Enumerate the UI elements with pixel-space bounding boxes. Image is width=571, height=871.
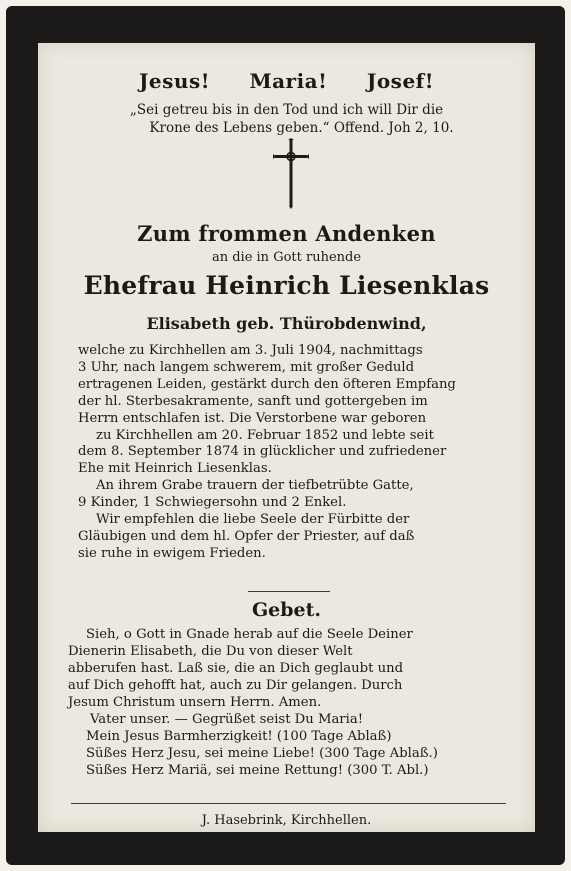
prayer-line: Sieh, o Gott in Gnade herab auf die Seele Deiner xyxy=(86,627,413,642)
bio-line: der hl. Sterbesakramente, sanft und gottergeben im xyxy=(78,393,428,409)
invocation-line: Jesus! Maria! Josef! xyxy=(138,69,435,93)
prayer-line: abberufen hast. Laß sie, die an Dich geglaubt und xyxy=(68,661,404,676)
bio-line: welche zu Kirchhellen am 3. Juli 1904, nachmittags xyxy=(78,343,423,358)
prayer-title: Gebet. xyxy=(251,599,322,621)
bio-line: Ehe mit Heinrich Liesenklas. xyxy=(78,461,272,477)
prayer-line: Vater unser. — Gegrüßet seist Du Maria! xyxy=(90,712,363,727)
bio-line: dem 8. September 1874 in glücklicher und zufriedener xyxy=(78,444,447,460)
prayer-line: Süßes Herz Mariä, sei meine Rettung! (300 T. Abl.) xyxy=(86,763,429,778)
quote-line-1: „Sei getreu bis in den Tod und ich will Dir die xyxy=(129,102,444,118)
bio-line: An ihrem Grabe trauern der tiefbetrübte Gatte, xyxy=(96,478,414,494)
prayer-text xyxy=(68,626,513,779)
bio-line: Wir empfehlen die liebe Seele der Fürbitte der xyxy=(96,512,410,528)
prayer-line: Süßes Herz Jesu, sei meine Liebe! (300 Tage Ablaß.) xyxy=(86,746,438,761)
biography-text xyxy=(78,343,508,563)
prayer-line: Mein Jesus Barmherzigkeit! (100 Tage Ablaß) xyxy=(86,729,392,744)
prayer-line: auf Dich gehofft hat, auch zu Dir gelangen. Durch xyxy=(68,678,403,693)
prayer-line: Jesum Christum unsern Herrn. Amen. xyxy=(68,695,322,710)
bio-line: ertragenen Leiden, gestärkt durch den öfteren Empfang xyxy=(78,376,456,392)
remembrance-heading: Zum frommen Andenken xyxy=(137,221,436,246)
bio-line: Herrn entschlafen ist. Die Verstorbene war geboren xyxy=(78,410,427,426)
memorial-card-border xyxy=(6,6,565,865)
crucifix-icon xyxy=(271,138,311,210)
prayer-line: Dienerin Elisabeth, die Du von dieser Welt xyxy=(68,644,353,659)
divider-short xyxy=(248,591,330,592)
deceased-maiden-name: Elisabeth geb. Thürobdenwind, xyxy=(146,314,427,333)
printer-credit: J. Hasebrink, Kirchhellen. xyxy=(201,813,372,828)
bio-line: 9 Kinder, 1 Schwiegersohn und 2 Enkel. xyxy=(78,495,347,511)
bio-line: Gläubigen und dem hl. Opfer der Priester, auf daß xyxy=(78,528,415,544)
scripture-quote xyxy=(38,101,535,137)
divider-long xyxy=(71,803,506,804)
memorial-card-paper xyxy=(38,43,535,832)
bio-line: zu Kirchhellen am 20. Februar 1852 und lebte seit xyxy=(96,427,434,443)
quote-line-2: Krone des Lebens geben.“ Offend. Joh 2, 10. xyxy=(149,120,454,136)
deceased-name: Ehefrau Heinrich Liesenklas xyxy=(83,271,490,300)
bio-line: sie ruhe in ewigem Frieden. xyxy=(78,545,266,561)
bio-line: 3 Uhr, nach langem schwerem, mit großer Geduld xyxy=(78,359,415,375)
remembrance-subline: an die in Gott ruhende xyxy=(211,250,362,265)
